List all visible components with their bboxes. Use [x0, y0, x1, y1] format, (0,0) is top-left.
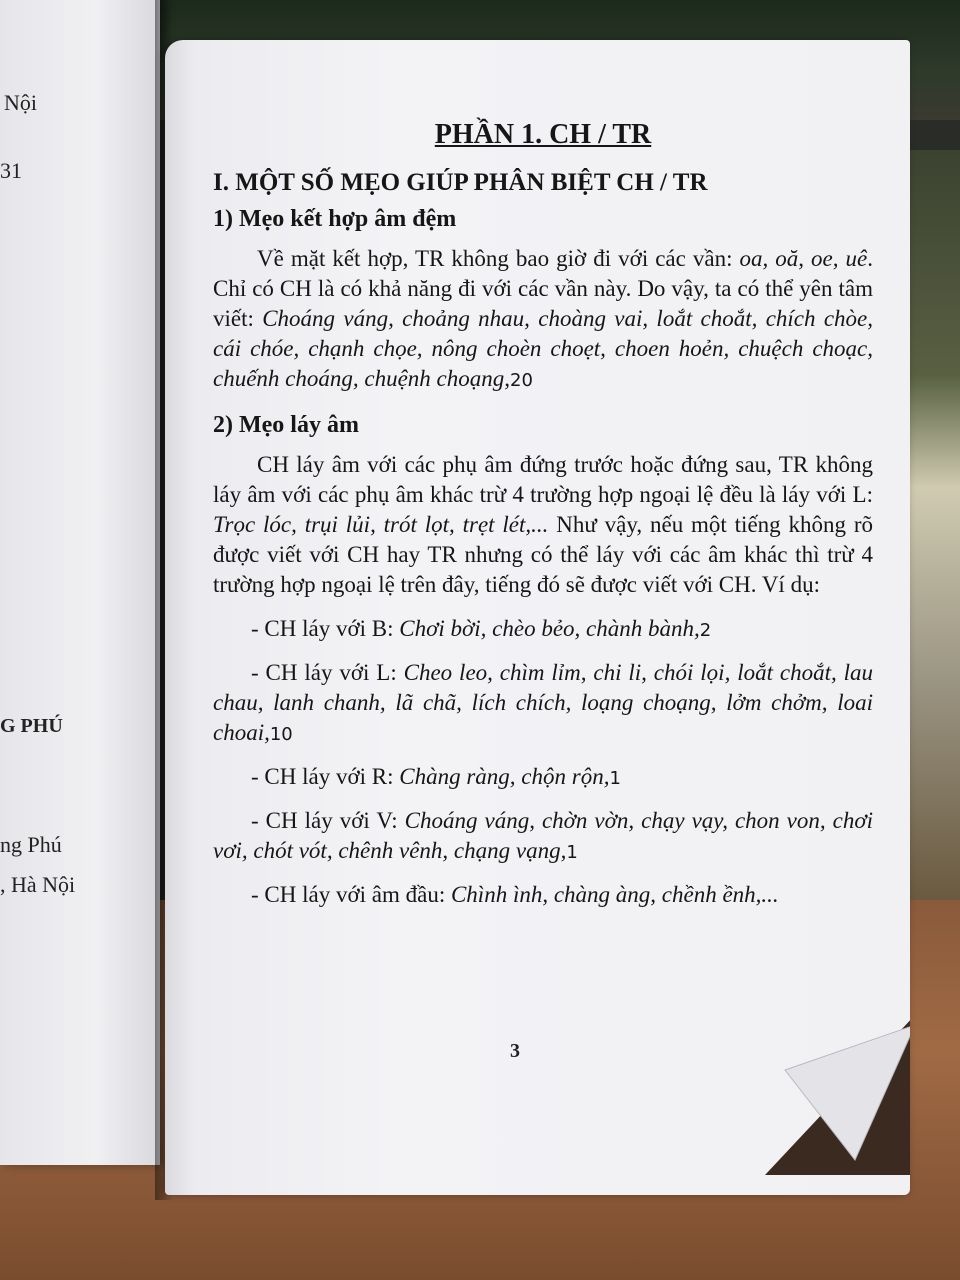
left-fragment: G PHÚ	[0, 715, 63, 737]
example-item: - CH láy với âm đầu: Chình ình, chàng àng, chềnh ềnh,...	[251, 882, 779, 907]
handwritten-note: 20	[510, 370, 533, 391]
left-fragment: 31	[0, 158, 22, 183]
subsection-title: 2) Mẹo láy âm	[213, 412, 359, 438]
example-item: - CH láy với L: Cheo leo, chìm lỉm, chi li, chói lọi, loắt choắt, lau chau, lanh chanh, lã chã, lích chích, loạng choạng, lởm chởm, loai choai,10	[213, 660, 873, 745]
page-content	[213, 120, 873, 922]
left-fragment: , Hà Nội	[0, 872, 76, 897]
background-objects	[905, 150, 960, 900]
paragraph: Về mặt kết hợp, TR không bao giờ đi với các vần: oa, oă, oe, uê. Chỉ có CH là có khả năng đi với các vần này. Do vậy, ta có thể yên tâm viết: Choáng váng, choảng nhau, choàng vai, loắt choắt, chích chòe, cái chóe, chạnh chọe, nông choèn choẹt, choen hoẻn, chuệch choạc, chuếnh choáng, chuệnh choạng,20	[213, 246, 873, 391]
left-fragment: ng Phú	[0, 832, 62, 857]
page-number: 3	[510, 1040, 520, 1062]
folded-corner	[765, 1015, 910, 1175]
part-title: PHẦN 1. CH / TR	[434, 119, 652, 150]
paragraph: CH láy âm với các phụ âm đứng trước hoặc đứng sau, TR không láy âm với các phụ âm khác trừ 4 trường hợp ngoại lệ đều là láy với L: Trọc lóc, trụi lủi, trót lọt, trẹt lét,... Như vậy, nếu một tiếng không rõ được viết với CH hay TR nhưng có thể láy với các âm khác thì trừ 4 trường hợp ngoại lệ trên đây, tiếng đó sẽ được viết với CH. Ví dụ:	[213, 452, 873, 597]
book-page	[165, 40, 910, 1195]
example-item: - CH láy với B: Chơi bời, chèo bẻo, chành bành,2	[251, 616, 712, 641]
left-fragment: Nội	[4, 90, 37, 115]
example-item: - CH láy với V: Choáng váng, chờn vờn, chạy vạy, chon von, chơi vơi, chót vót, chênh vênh, chạng vạng,1	[213, 808, 874, 863]
example-item: - CH láy với R: Chàng ràng, chộn rộn,1	[251, 764, 621, 789]
subsection-title: 1) Mẹo kết hợp âm đệm	[213, 206, 457, 232]
handwritten-note: 1	[566, 842, 578, 863]
left-page	[0, 0, 160, 1165]
handwritten-note: 10	[269, 724, 293, 745]
handwritten-note: 1	[609, 768, 621, 789]
handwritten-note: 2	[699, 620, 712, 641]
section-title: I. MỘT SỐ MẸO GIÚP PHÂN BIỆT CH / TR	[213, 169, 708, 196]
